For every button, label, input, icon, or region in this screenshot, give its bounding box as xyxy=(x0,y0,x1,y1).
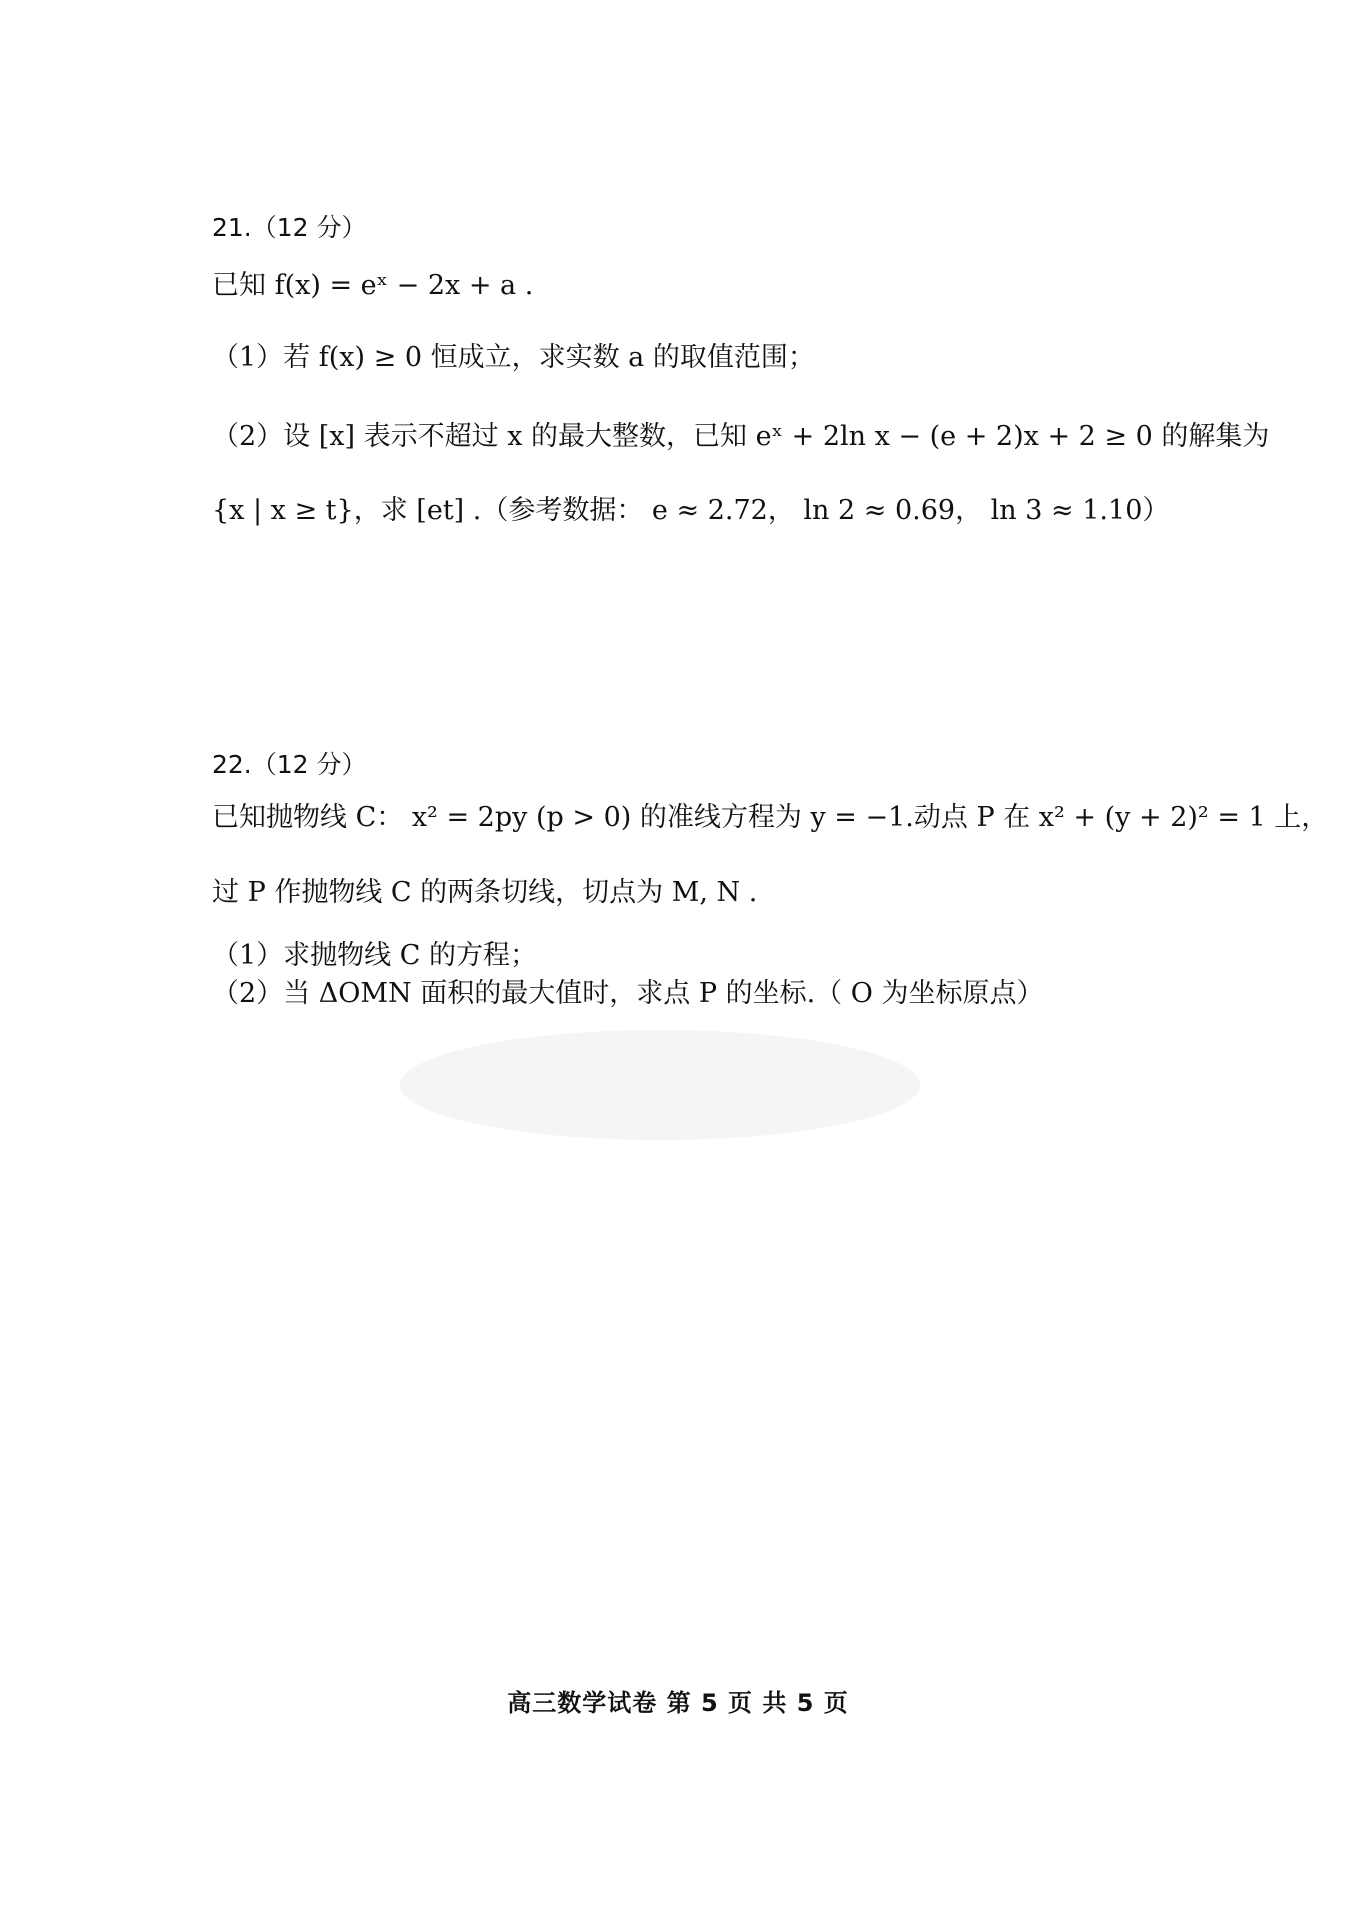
q22-heading: 22.（12 分） xyxy=(212,750,367,779)
q22-stem-line1: 已知抛物线 C： x² = 2py (p > 0) 的准线方程为 y = −1.动点 P 在 x² + (y + 2)² = 1 上， xyxy=(212,802,1329,833)
q21-part1: （1）若 f(x) ≥ 0 恒成立，求实数 a 的取值范围； xyxy=(212,342,815,373)
q21-stem: 已知 f(x) = eˣ − 2x + a . xyxy=(212,270,534,301)
faint-watermark xyxy=(380,1010,940,1160)
q21-part2-line1: （2）设 [x] 表示不超过 x 的最大整数，已知 eˣ + 2ln x − (e + 2)x + 2 ≥ 0 的解集为 xyxy=(212,421,1270,452)
q22-part2: （2）当 ΔOMN 面积的最大值时，求点 P 的坐标.（ O 为坐标原点） xyxy=(212,978,1044,1009)
q21-heading: 21.（12 分） xyxy=(212,213,367,242)
q22-stem-line2: 过 P 作抛物线 C 的两条切线，切点为 M, N . xyxy=(212,877,758,908)
page-footer: 高三数学试卷 第 5 页 共 5 页 xyxy=(507,1689,849,1717)
q21-part2-line2: {x | x ≥ t}，求 [et] .（参考数据： e ≈ 2.72， ln 2 ≈ 0.69， ln 3 ≈ 1.10） xyxy=(212,495,1170,526)
q22-part1: （1）求抛物线 C 的方程； xyxy=(212,940,538,971)
